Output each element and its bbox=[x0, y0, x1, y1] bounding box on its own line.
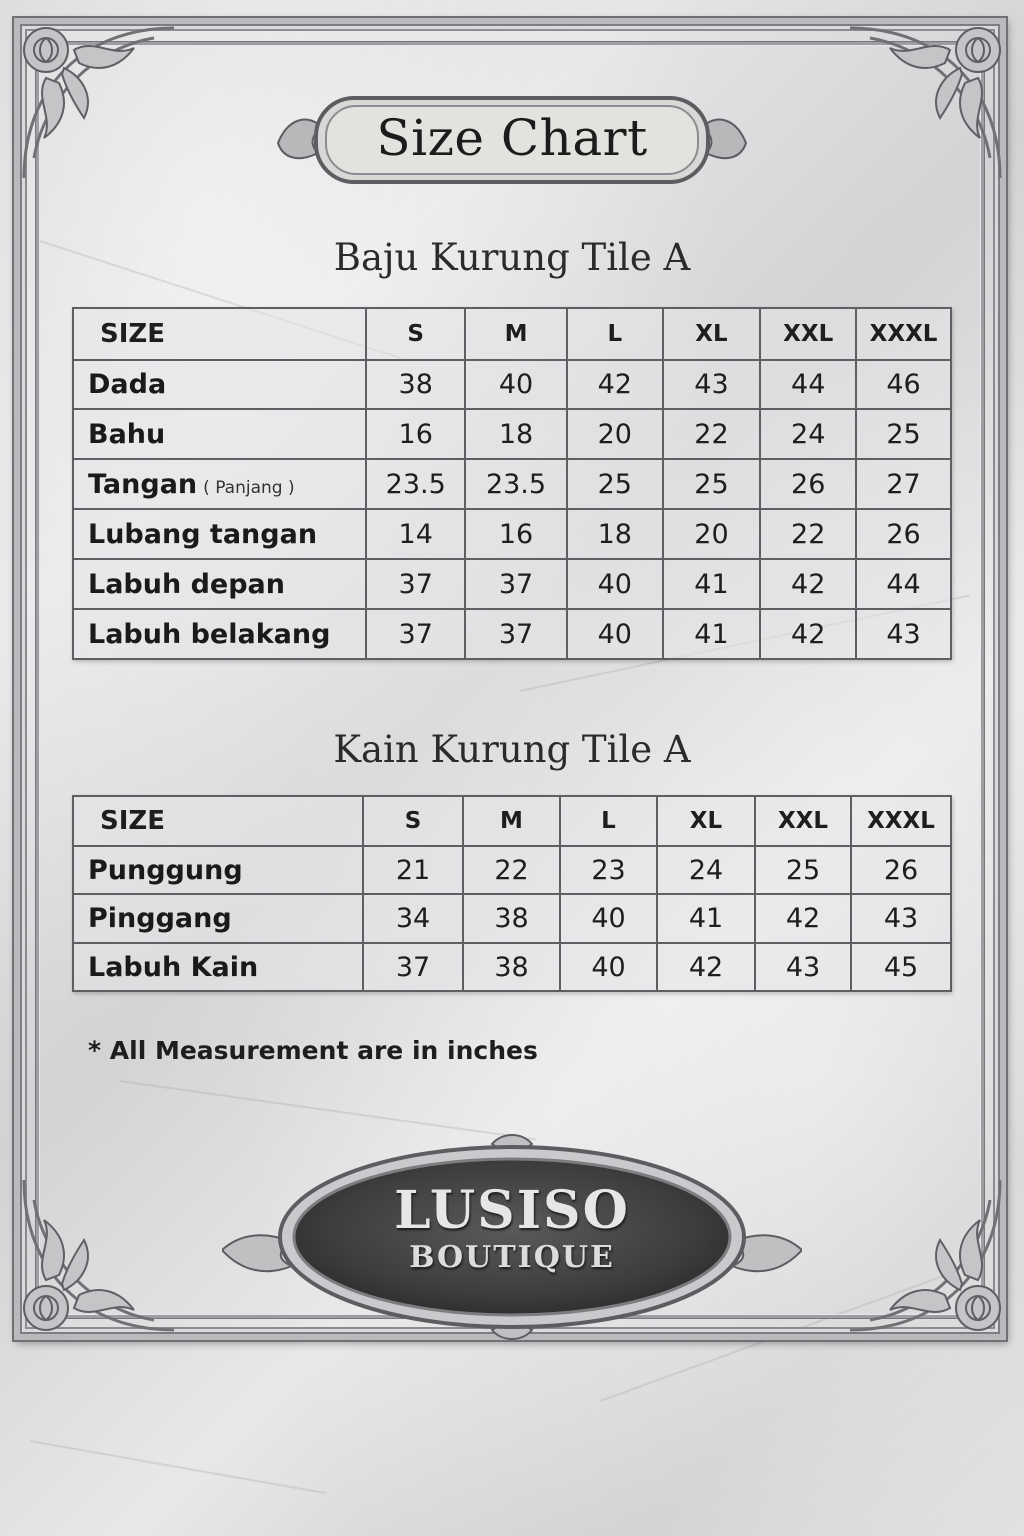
row-label bbox=[73, 360, 366, 409]
table-cell: 25 bbox=[567, 459, 663, 509]
table-row bbox=[73, 559, 951, 609]
row-label-text: Labuh Kain bbox=[88, 951, 259, 983]
row-label bbox=[73, 894, 363, 943]
table-cell: 45 bbox=[851, 943, 951, 991]
table-cell: 38 bbox=[463, 943, 560, 991]
table-cell: 26 bbox=[760, 459, 856, 509]
table-cell: 16 bbox=[465, 509, 567, 559]
row-label-text: Bahu bbox=[88, 418, 166, 450]
corner-ornament-icon bbox=[830, 1160, 1020, 1350]
table-cell: 22 bbox=[463, 846, 560, 894]
row-label bbox=[73, 609, 366, 659]
table-cell: 42 bbox=[760, 609, 856, 659]
row-label bbox=[73, 943, 363, 991]
size-column-header: XL bbox=[657, 796, 755, 846]
table-header-row bbox=[73, 796, 951, 846]
kain-size-table bbox=[72, 795, 952, 992]
row-label bbox=[73, 846, 363, 894]
row-label bbox=[73, 459, 366, 509]
table-cell: 40 bbox=[560, 894, 657, 943]
table-cell: 26 bbox=[856, 509, 951, 559]
row-label bbox=[73, 509, 366, 559]
table-cell: 24 bbox=[657, 846, 755, 894]
table-cell: 14 bbox=[366, 509, 465, 559]
table-cell: 23 bbox=[560, 846, 657, 894]
table-cell: 34 bbox=[363, 894, 463, 943]
table-row bbox=[73, 846, 951, 894]
table-cell: 25 bbox=[755, 846, 851, 894]
table-row bbox=[73, 360, 951, 409]
table-cell: 27 bbox=[856, 459, 951, 509]
table-cell: 38 bbox=[366, 360, 465, 409]
table-cell: 41 bbox=[663, 609, 761, 659]
corner-ornament-icon bbox=[830, 8, 1020, 198]
corner-ornament-icon bbox=[4, 1160, 194, 1350]
table-cell: 40 bbox=[567, 609, 663, 659]
table-cell: 20 bbox=[663, 509, 761, 559]
table-cell: 42 bbox=[760, 559, 856, 609]
table-cell: 23.5 bbox=[366, 459, 465, 509]
logo-name: LUSISO bbox=[394, 1180, 630, 1241]
table-cell: 37 bbox=[465, 609, 567, 659]
inner-frame bbox=[36, 42, 984, 1318]
logo-subtitle: BOUTIQUE bbox=[409, 1240, 615, 1275]
table-cell: 43 bbox=[851, 894, 951, 943]
table-cell: 23.5 bbox=[465, 459, 567, 509]
table-cell: 42 bbox=[755, 894, 851, 943]
table-cell: 16 bbox=[366, 409, 465, 459]
table-cell: 24 bbox=[760, 409, 856, 459]
table-header-row bbox=[73, 308, 951, 360]
page-title: Size Chart bbox=[376, 109, 648, 167]
measurement-footnote: * All Measurement are in inches bbox=[88, 1036, 538, 1065]
size-column-header: M bbox=[463, 796, 560, 846]
row-label-text: Lubang tangan bbox=[88, 518, 318, 550]
size-column-header: XL bbox=[663, 308, 761, 360]
size-column-header: S bbox=[363, 796, 463, 846]
size-header: SIZE bbox=[73, 308, 366, 360]
row-label bbox=[73, 409, 366, 459]
table-row bbox=[73, 894, 951, 943]
table-cell: 37 bbox=[366, 609, 465, 659]
table-cell: 38 bbox=[463, 894, 560, 943]
table-cell: 37 bbox=[366, 559, 465, 609]
boutique-logo bbox=[222, 1132, 802, 1342]
size-header: SIZE bbox=[73, 796, 363, 846]
row-label-text: Labuh belakang bbox=[88, 618, 331, 650]
row-label-text: Pinggang bbox=[88, 903, 232, 934]
size-column-header: XXL bbox=[755, 796, 851, 846]
table-row bbox=[73, 609, 951, 659]
size-column-header: S bbox=[366, 308, 465, 360]
table-cell: 18 bbox=[567, 509, 663, 559]
table-cell: 37 bbox=[363, 943, 463, 991]
baju-size-table bbox=[72, 307, 952, 660]
title-plaque bbox=[268, 88, 756, 188]
table-row bbox=[73, 409, 951, 459]
table-cell: 25 bbox=[856, 409, 951, 459]
table-cell: 43 bbox=[663, 360, 761, 409]
table-cell: 26 bbox=[851, 846, 951, 894]
row-label-text: Punggung bbox=[88, 854, 243, 886]
table-cell: 40 bbox=[560, 943, 657, 991]
row-label-text: Tangan bbox=[88, 468, 198, 500]
size-column-header: XXL bbox=[760, 308, 856, 360]
table-cell: 43 bbox=[856, 609, 951, 659]
row-label-note: ( Panjang ) bbox=[203, 477, 295, 498]
marble-vein bbox=[30, 1440, 326, 1494]
table-cell: 21 bbox=[363, 846, 463, 894]
table-cell: 41 bbox=[657, 894, 755, 943]
table-cell: 43 bbox=[755, 943, 851, 991]
baju-section-title: Baju Kurung Tile A bbox=[333, 236, 691, 279]
table-row bbox=[73, 509, 951, 559]
table-row bbox=[73, 943, 951, 991]
table-cell: 20 bbox=[567, 409, 663, 459]
table-cell: 25 bbox=[663, 459, 761, 509]
table-cell: 46 bbox=[856, 360, 951, 409]
table-cell: 18 bbox=[465, 409, 567, 459]
row-label bbox=[73, 559, 366, 609]
table-cell: 22 bbox=[760, 509, 856, 559]
table-cell: 42 bbox=[567, 360, 663, 409]
table-cell: 22 bbox=[663, 409, 761, 459]
table-cell: 41 bbox=[663, 559, 761, 609]
size-column-header: M bbox=[465, 308, 567, 360]
corner-ornament-icon bbox=[4, 8, 194, 198]
table-cell: 44 bbox=[760, 360, 856, 409]
kain-section-title: Kain Kurung Tile A bbox=[333, 728, 691, 771]
size-column-header: XXXL bbox=[851, 796, 951, 846]
table-cell: 40 bbox=[567, 559, 663, 609]
table-cell: 42 bbox=[657, 943, 755, 991]
table-cell: 37 bbox=[465, 559, 567, 609]
row-label-text: Labuh depan bbox=[88, 568, 286, 600]
table-row bbox=[73, 459, 951, 509]
size-column-header: XXXL bbox=[856, 308, 951, 360]
size-column-header: L bbox=[560, 796, 657, 846]
table-cell: 40 bbox=[465, 360, 567, 409]
size-column-header: L bbox=[567, 308, 663, 360]
row-label-text: Dada bbox=[88, 369, 167, 400]
table-cell: 44 bbox=[856, 559, 951, 609]
